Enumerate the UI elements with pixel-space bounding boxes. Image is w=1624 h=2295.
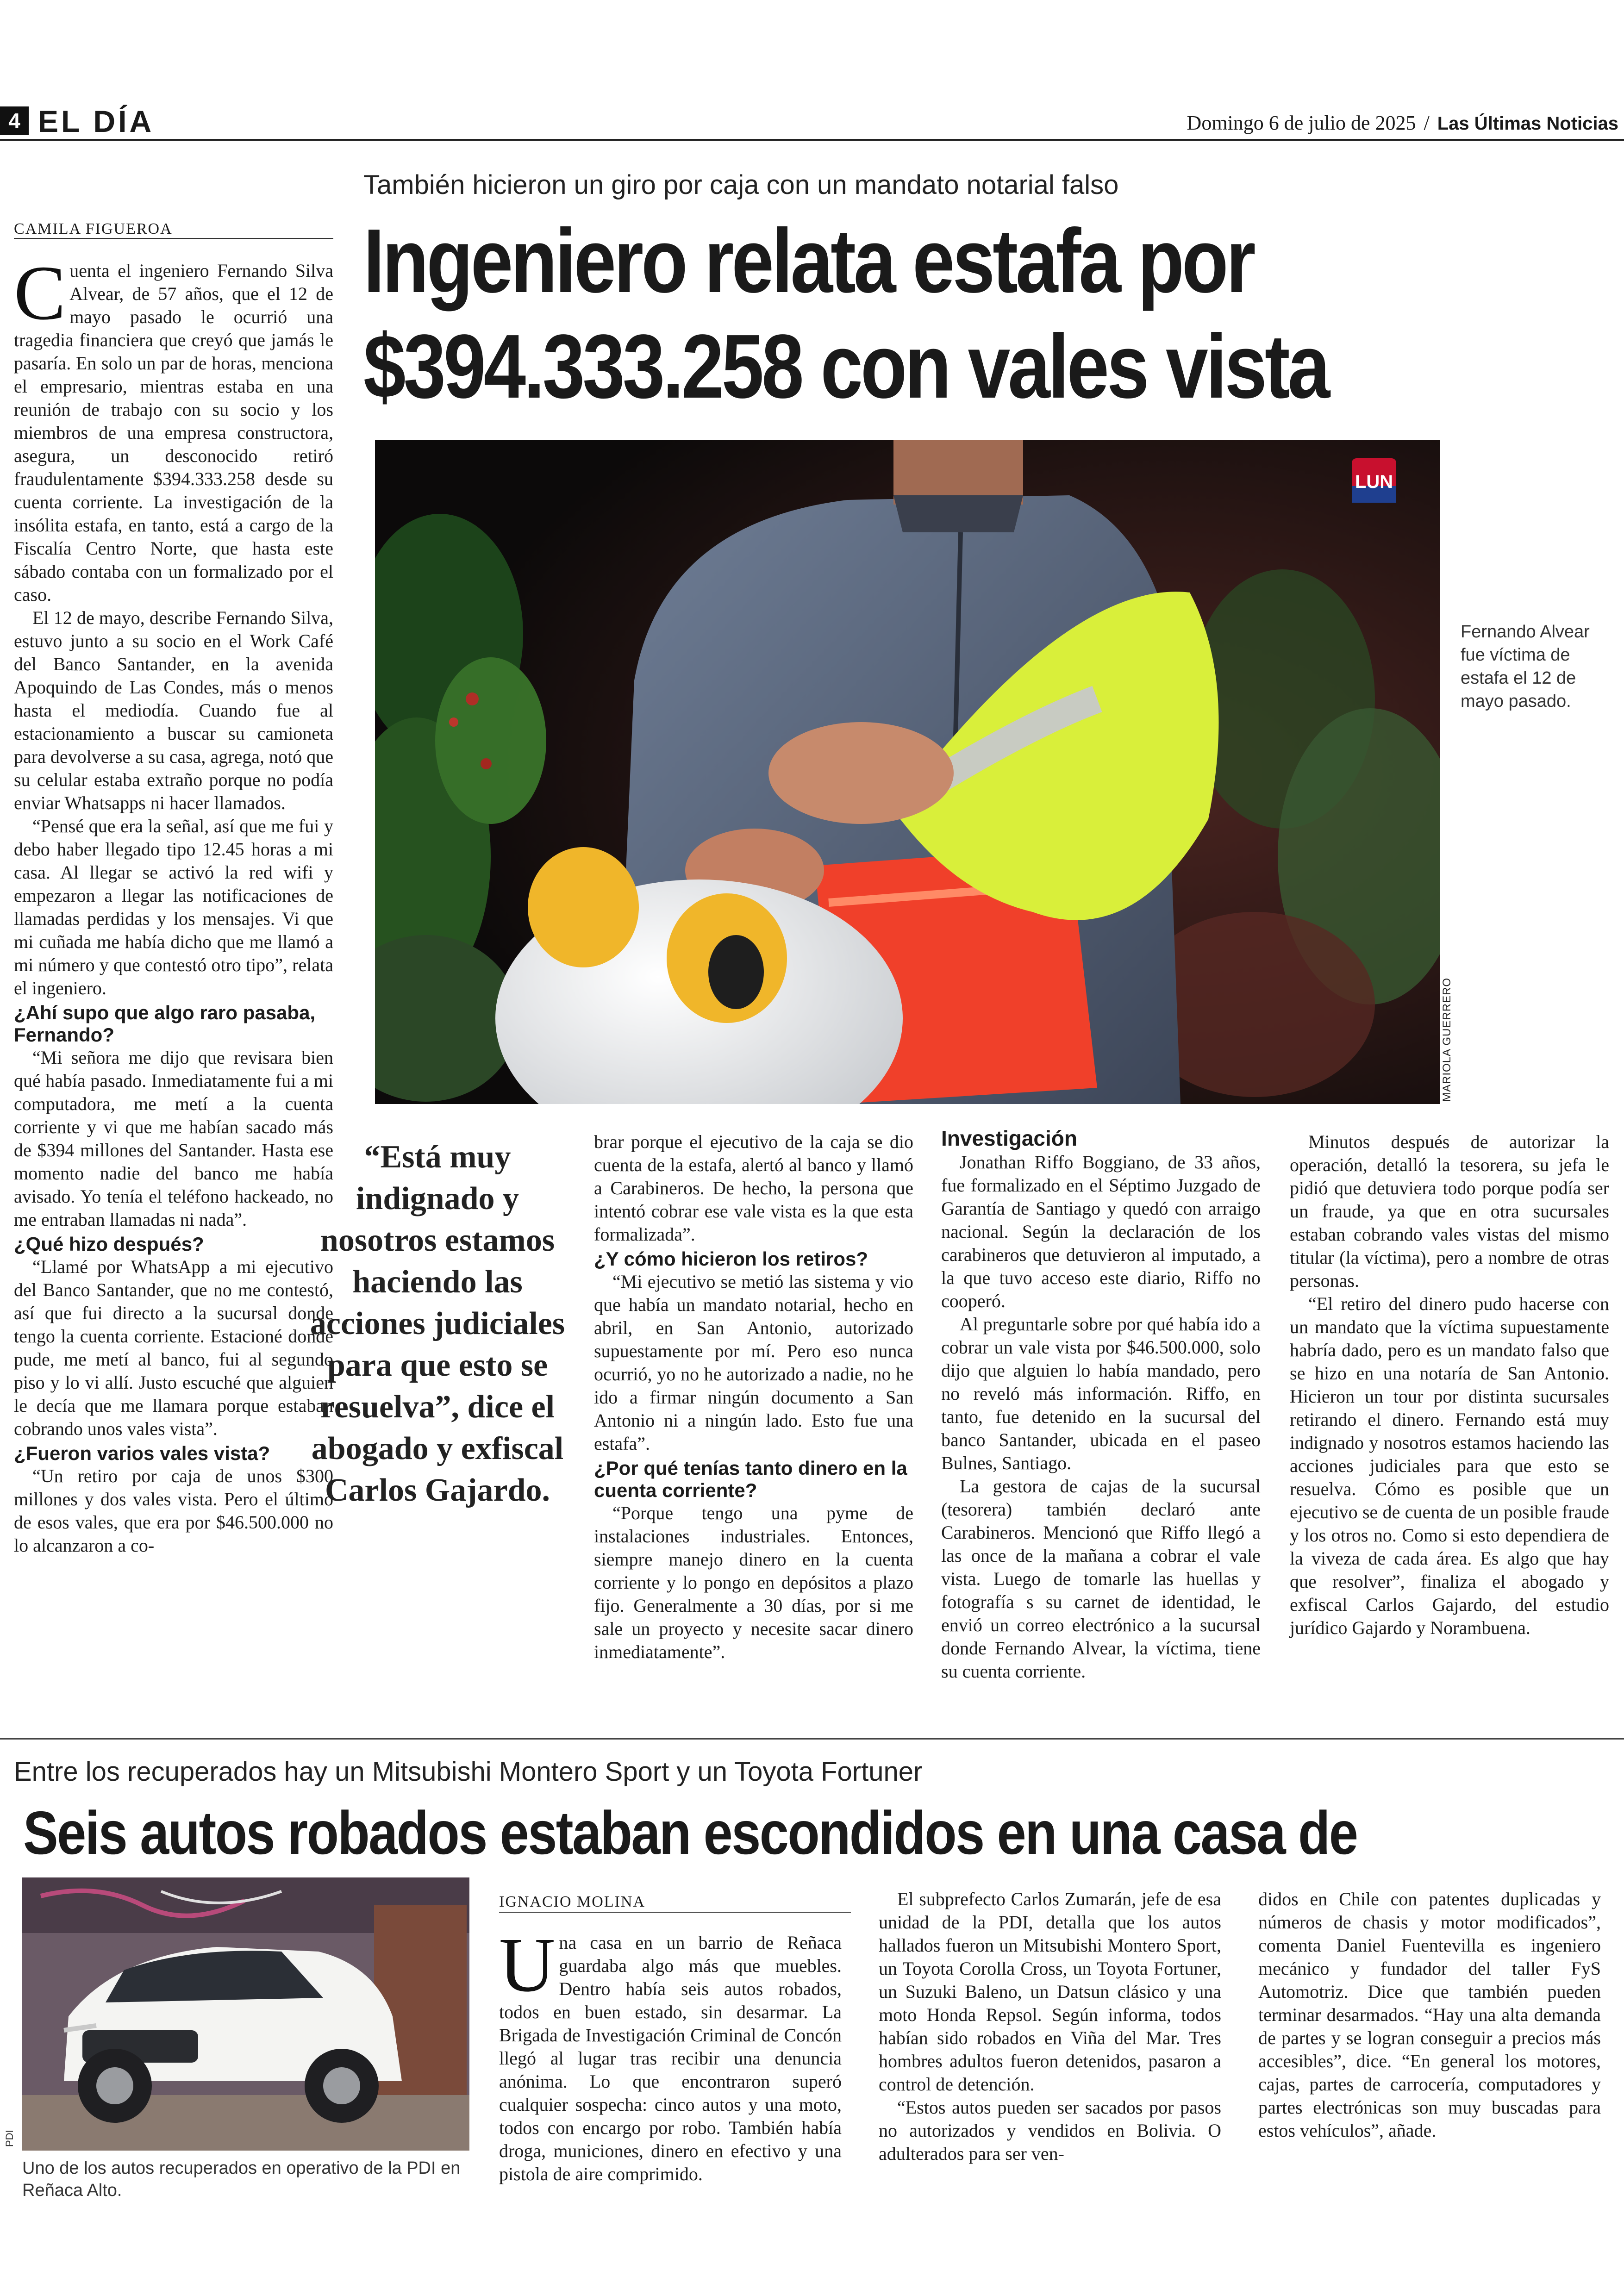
story2-column-3 <box>1258 1888 1601 2142</box>
story2-photo-credit: PDI <box>4 2130 15 2147</box>
story1-lead-paragraph <box>14 250 333 606</box>
story2-photo <box>22 1877 469 2151</box>
story1-headline-line2: $394.333.258 con vales vista <box>363 316 1328 417</box>
story2-paragraph: didos en Chile con patentes duplicadas y números de chasis y motor modificados”, comenta Daniel Fuentevilla es ingeniero mecánico y fundador del taller FyS Automotriz. Dice que también pueden terminar desarmados. “Hay una alta demanda de partes y se logran conseguir a precios más accesibles”, dice. “En general los motores, cajas, partes de carrocería, computadores y partes electrónicas son muy buscadas para estos vehículos”, añade. <box>1258 1889 1601 2141</box>
story1-paragraph: “El retiro del dinero pudo hacerse con un mandato que la víctima supuestamente habría dado, pero es un mandato falso que se hizo en una notaría de San Antonio. Hicieron un tour por distinta sucursales retirando el dinero. Fernando está muy indignado y nosotros estamos haciendo las acciones judiciales para que esto se resuelva. Cómo es posible que un ejecutivo se de cuenta de un posible fraude y los otros no. Como si esto dependiera de la viveza de cada área. Es algo que hay que resolver”, finaliza el abogado y exfiscal Carlos Gajardo, del estudio jurídico Gajardo y Norambuena. <box>1290 1293 1609 1638</box>
story1-paragraph: El 12 de mayo, describe Fernando Silva, estuvo junto a su socio en el Work Café del Banco Santander, en la avenida Apoquindo de Las Condes, más o menos hasta el mediodía. Cuando fue al estacionamiento a buscar su camioneta para devolverse a su casa, agrega, notó que su celular estaba extraño porque no podía enviar Whatsapps ni hacer llamados. <box>14 607 333 813</box>
story1-paragraph: “Mi ejecutivo se metió las sistema y vio que había un mandato notarial, hecho en abril, en San Antonio, autorizado supuestamente por mí. Pero eso nunca ocurrió, yo no he autorizado a nadie, no he ido a firmar ningún documento a San Antonio ni a ningún lado. Esto fue una estafa”. <box>594 1271 913 1454</box>
story1-kicker: También hicieron un giro por caja con un mandato notarial falso <box>363 170 1119 200</box>
story2-headline: Seis autos robados estaban escondidos en una casa de <box>23 1799 1357 1867</box>
header-separator: / <box>1424 112 1430 134</box>
story2-lead-paragraph <box>499 1922 842 2186</box>
story1-photo <box>375 440 1440 1104</box>
story1-paragraph: Jonathan Riffo Boggiano, de 33 años, fue formalizado en el Séptimo Juzgado de Garantía de Santiago y quedó con arraigo nacional. Según la declaración de los carabineros que detuvieron al imputado, a la que tuvo acceso este diario, Riffo no cooperó. <box>941 1152 1261 1311</box>
story1-question: ¿Qué hizo después? <box>14 1233 204 1255</box>
story1-question: ¿Por qué tenías tanto dinero en la cuenta corriente? <box>594 1457 907 1501</box>
story1-column-5 <box>1290 1130 1609 1640</box>
story1-byline: CAMILA FIGUEROA <box>14 220 173 237</box>
story2-byline: IGNACIO MOLINA <box>499 1893 646 1910</box>
story2-byline-rule <box>499 1912 851 1913</box>
header-dateline <box>1187 110 1618 137</box>
story2-photo-caption: Uno de los autos recuperados en operativo de la PDI en Reñaca Alto. <box>22 2158 461 2200</box>
story1-paragraph: “Porque tengo una pyme de instalaciones industriales. Entonces, siempre manejo dinero en la cuenta corriente y lo pongo en depósitos a plazo fijo. Generalmente a 30 días, por si me sale un proyecto y necesite sacar dinero inmediatamente”. <box>594 1503 913 1662</box>
story1-question: ¿Y cómo hicieron los retiros? <box>594 1248 868 1270</box>
story1-paragraph: Al preguntarle sobre por qué había ido a cobrar un vale vista por $46.500.000, solo dijo que alguien lo había mandado, pero no reveló más información. Riffo, en tanto, fue detenido en la sucursal del banco Santander, ubicada en el paseo Bulnes, Santiago. <box>941 1314 1261 1473</box>
story2-top-rule <box>0 1738 1624 1740</box>
header-rule <box>0 139 1624 141</box>
story1-subhead: Investigación <box>941 1126 1077 1150</box>
story1-pullquote: “Está muy indignado y nosotros estamos haciendo las acciones judiciales para que esto se resuelva”, dice el abogado y exfiscal Carlos Gajardo. <box>310 1139 565 1508</box>
story1-question: ¿Ahí supo que algo raro pasaba, Fernando? <box>14 1002 316 1046</box>
story1-column-3 <box>594 1130 913 1664</box>
story1-lead-text: uenta el ingeniero Fernando Silva Alvear, de 57 años, que el 12 de mayo pasado le ocurrió una tragedia financiera que creyó que jamás le pasaría. En solo un par de horas, menciona el empresario, mientras estaba en una reunión de trabajo con su socio y los miembros de una empresa constructora, asegura, un desconocido retiró fraudulentamente $394.333.258 desde su cuenta corriente. La investigación de la insólita estafa, en tanto, está a cargo de la Fiscalía Centro Norte, que hasta este sábado contaba con un formalizado por el caso. <box>14 260 333 605</box>
story1-question: ¿Fueron varios vales vista? <box>14 1442 270 1464</box>
story2-column-2 <box>879 1888 1221 2165</box>
story1-paragraph: Minutos después de autorizar la operación, detalló la tesorera, su jefa le pidió que detuviera todo porque podía ser un fraude, ya que en otra sucursales estaban cobrando vales vistas del mismo titular (la víctima), pero a nombre de otras personas. <box>1290 1131 1609 1291</box>
story1-column-4 <box>941 1126 1261 1683</box>
page-number: 4 <box>0 106 29 135</box>
story1-byline-rule <box>14 238 333 239</box>
story2-paragraph: “Estos autos pueden ser sacados por pasos no autorizados y vendidos en Bolivia. O adulterados para ser ven- <box>879 2097 1221 2164</box>
story2-kicker: Entre los recuperados hay un Mitsubishi Montero Sport y un Toyota Fortuner <box>14 1757 923 1787</box>
story1-photo-caption: Fernando Alvear fue víctima de estafa el 12 de mayo pasado. <box>1461 622 1590 711</box>
publication-name: Las Últimas Noticias <box>1437 113 1618 134</box>
section-name: EL DÍA <box>38 104 155 138</box>
story1-paragraph: brar porque el ejecutivo de la caja se dio cuenta de la estafa, alertó al banco y llamó a Carabineros. De hecho, la persona que intentó cobrar ese vale vista es la que esta formalizada”. <box>594 1131 913 1245</box>
story1-headline <box>363 208 1413 419</box>
story2-lead-text: na casa en un barrio de Reñaca guardaba algo más que muebles. Dentro había seis autos robados, todos en buen estado, sin desarmar. La Brigada de Investigación Criminal de Concón llegó al lugar tras recibir una denuncia anónima. Lo que encontraron superó cualquier sospecha: cinco autos y una moto, todos con encargo por robo. También había droga, municiones, dinero en efectivo y una pistola de aire comprimido. <box>499 1932 842 2184</box>
story2-column-1 <box>499 1922 842 2186</box>
story1-paragraph: “Mi señora me dijo que revisara bien qué había pasado. Inmediatamente fui a mi computadora, me metí a la cuenta corriente y vi que me habían sacado más de $394 millones del Santander. Hasta ese momento nadie del banco me había avisado. Yo tenía el teléfono hackeado, no me entraban llamadas ni nada”. <box>14 1047 333 1230</box>
story1-paragraph: “Pensé que era la señal, así que me fui y debo haber llegado tipo 12.45 horas a mi casa. Al llegar se activó la red wifi y empezaron a llegar las notificaciones de llamadas perdidas y los mensajes. Vi que mi cuñada me había dicho que me llamó a mi número y que contestó otro tipo”, relata el ingeniero. <box>14 816 333 998</box>
lun-logo: LUN <box>1355 472 1393 492</box>
story1-dropcap: C <box>14 250 66 336</box>
story1-headline-line1: Ingeniero relata estafa por <box>363 210 1254 312</box>
story1-paragraph: “Un retiro por caja de unos $300 millones y dos vales vista. Pero el último de esos vales, que era por $46.500.000 no lo alcanzaron a co- <box>14 1466 333 1556</box>
story2-dropcap: U <box>499 1922 556 2008</box>
story1-paragraph: “Llamé por WhatsApp a mi ejecutivo del Banco Santander, que no me contestó, así que fui directo a la sucursal donde tengo la cuenta corriente. Estacioné donde pude, me metí al banco, fui al segundo piso y lo vi allí. Justo escuché que alguien le decía que me llamara porque estaban cobrando unos vales vista”. <box>14 1256 333 1439</box>
story1-photo-credit: MARIOLA GUERRERO <box>1441 977 1453 1102</box>
issue-date: Domingo 6 de julio de 2025 <box>1187 112 1416 134</box>
story2-paragraph: El subprefecto Carlos Zumarán, jefe de esa unidad de la PDI, detalla que los autos hallados fueron un Mitsubishi Montero Sport, un Toyota Corolla Cross, un Toyota Fortuner, un Suzuki Baleno, un Datsun clásico y una moto Honda Repsol. Según informa, todos habían sido robados en Viña del Mar. Tres hombres adultos fueron detenidos, pasaron a control de detención. <box>879 1889 1221 2095</box>
story1-paragraph: La gestora de cajas de la sucursal (tesorera) también declaró ante Carabineros. Mencionó que Riffo llegó a las once de la mañana a cobrar el vale vista. Luego de tomarle las huellas y fotografía s su carnet de identidad, le envió un correo electrónico a la sucursal donde Fernando Alvear, la víctima, tiene su cuenta corriente. <box>941 1476 1261 1682</box>
story1-column-1 <box>14 250 333 1557</box>
